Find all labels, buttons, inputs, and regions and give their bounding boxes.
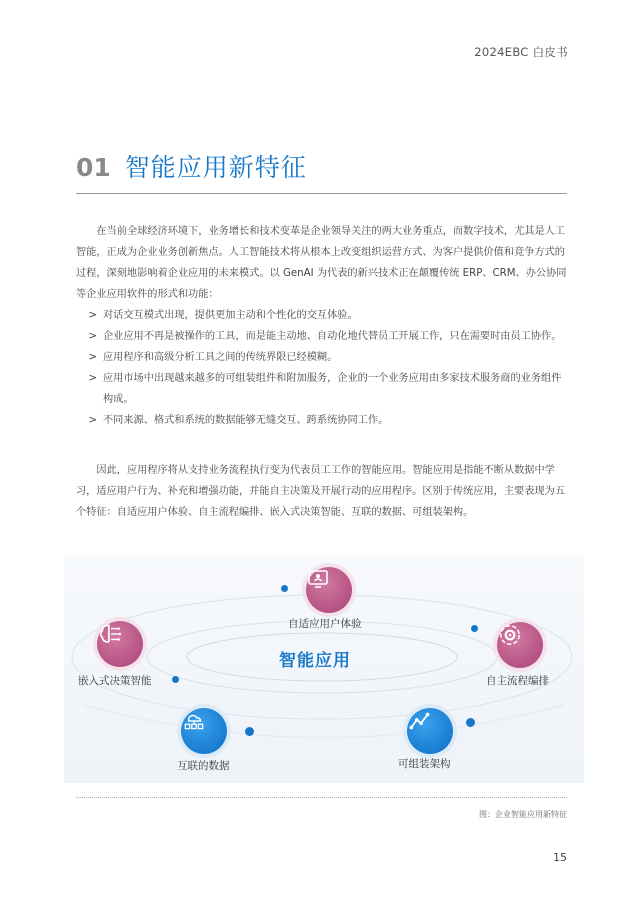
bullet-arrow: > bbox=[88, 352, 97, 363]
bullet-text: 对话交互模式出现，提供更加主动和个性化的交互体验。 bbox=[103, 310, 358, 321]
chapter-number: 01 bbox=[76, 153, 111, 182]
orbit-dot bbox=[281, 585, 288, 592]
bullet-text: 应用程序和高级分析工具之间的传统界限已经模糊。 bbox=[103, 352, 338, 363]
chapter-heading bbox=[76, 148, 307, 184]
bullet-item bbox=[79, 347, 567, 368]
page-number: 15 bbox=[553, 851, 567, 864]
node-label-process-orchestration: 自主流程编排 bbox=[486, 675, 549, 687]
brain-circuit-icon bbox=[97, 621, 143, 667]
node-label-connected-data: 互联的数据 bbox=[177, 760, 230, 772]
bullet-text: 应用市场中出现越来越多的可组装组件和附加服务，企业的一个业务应用由多家技术服务商的业务组件构成。 bbox=[103, 373, 562, 405]
gear-cycle-icon bbox=[497, 622, 543, 668]
center-label: 智能应用 bbox=[279, 651, 351, 671]
chapter-divider bbox=[76, 193, 567, 194]
bullet-arrow: > bbox=[88, 415, 97, 426]
node-label-composable-architecture: 可组装架构 bbox=[398, 758, 451, 770]
bullet-arrow: > bbox=[88, 373, 97, 384]
line-chart-icon bbox=[407, 708, 453, 754]
summary-section bbox=[76, 460, 567, 523]
node-label-decision-intelligence: 嵌入式决策智能 bbox=[78, 675, 152, 687]
figure-caption: 图：企业智能应用新特征 bbox=[479, 810, 567, 819]
header-tag: 2024EBC 白皮书 bbox=[474, 45, 568, 59]
feature-bullet-list bbox=[76, 305, 567, 431]
summary-paragraph: 因此，应用程序将从支持业务流程执行变为代表员工工作的智能应用。智能应用是指能不断从数据中学习，适应用户行为、补充和增强功能，并能自主决策及开展行动的应用程序。区别于传统应用，主要表现为五个特征：自适应用户体验、自主流程编排、嵌入式决策智能、互联的数据、可组装架构。 bbox=[76, 465, 565, 518]
intro-paragraph: 在当前全球经济环境下，业务增长和技术变革是企业领导关注的两大业务重点，而数字技术，尤其是人工智能，正成为企业业务创新焦点。人工智能技术将从根本上改变组织运营方式、为客户提供价值和竞争方式的过程，深刻地影响着企业应用的未来模式。以 GenAI 为代表的新兴技术正在颠覆传统 ERP、CRM、办公协同等企业应用软件的形式和功能： bbox=[76, 226, 567, 300]
monitor-user-icon bbox=[306, 567, 352, 613]
cloud-data-icon bbox=[181, 708, 227, 754]
orbit-dot bbox=[172, 676, 179, 683]
orbit-dot bbox=[471, 625, 478, 632]
bullet-text: 企业应用不再是被操作的工具，而是能主动地、自动化地代替员工开展工作，只在需要时由员工协作。 bbox=[103, 331, 562, 342]
bullet-item bbox=[79, 368, 567, 410]
orbit-dot bbox=[466, 718, 475, 727]
orbit-dot bbox=[245, 727, 254, 736]
bullet-item bbox=[79, 305, 567, 326]
feature-diagram bbox=[64, 555, 584, 783]
bullet-text: 不同来源、格式和系统的数据能够无缝交互、跨系统协同工作。 bbox=[103, 415, 389, 426]
chapter-title: 智能应用新特征 bbox=[124, 153, 307, 182]
bullet-arrow: > bbox=[88, 310, 97, 321]
bullet-item bbox=[79, 326, 567, 347]
caption-divider bbox=[76, 797, 567, 798]
bullet-item bbox=[79, 410, 567, 431]
bullet-arrow: > bbox=[88, 331, 97, 342]
intro-section bbox=[76, 221, 567, 431]
node-label-adaptive-ux: 自适应用户体验 bbox=[288, 618, 362, 630]
